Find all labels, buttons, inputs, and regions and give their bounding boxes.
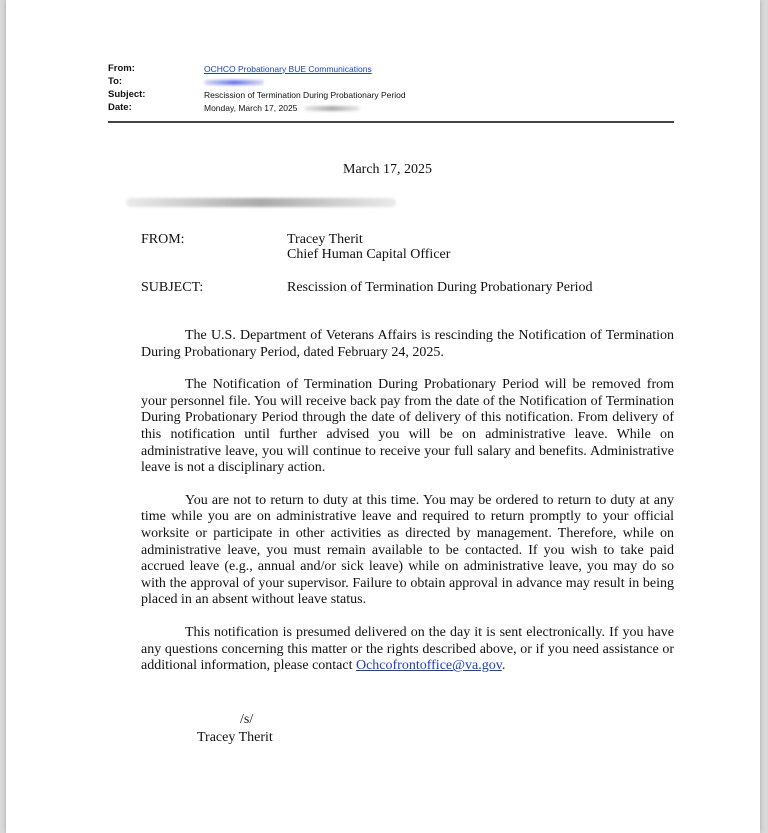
body-paragraph: The U.S. Department of Veterans Affairs is rescinding the Notification of Termination During Probationary Period, dated February 24, 2025. <box>141 328 674 360</box>
email-from-value[interactable]: OCHCO Probationary BUE Communications <box>204 63 372 74</box>
contact-email-link[interactable]: Ochcofrontoffice@va.gov <box>355 658 502 674</box>
memo-from-label: FROM: <box>141 232 185 247</box>
email-header <box>108 62 676 114</box>
redacted-time <box>304 106 360 111</box>
email-subject-row <box>108 88 676 101</box>
header-divider <box>108 121 674 123</box>
memo-from-name: Tracey Therit <box>287 232 363 247</box>
body-paragraph: You are not to return to duty at this time. You may be ordered to return to duty at any time while you are on administrative leave and required to return promptly to your official worksite or participate in other activities as directed by management. Therefore, while on administrative leave, you must remain available to be contacted. If you wish to take paid accrued leave (e.g., annual and/or sick leave) while on administrative leave, you may do so with the approval of your supervisor. Failure to obtain approval in advance may result in being placed in an absent without leave status. <box>141 492 674 608</box>
closing-paragraph <box>141 625 674 675</box>
body-paragraph: The Notification of Termination During Probationary Period will be removed from your personnel file. You will receive back pay from the date of the Notification of Termination During Probationary Period through the date of delivery of this notification. From delivery of this notification until further advised you will be on administrative leave. While on administrative leave, you will continue to receive your full salary and benefits. Administrative leave is not a disciplinary action. <box>141 377 674 476</box>
redacted-recipient <box>204 80 264 85</box>
redacted-addressee <box>126 198 396 207</box>
closing-period: . <box>501 658 506 674</box>
memo-subject-value: Rescission of Termination During Probationary Period <box>287 280 593 295</box>
email-to-row <box>108 75 676 88</box>
email-subject-value: Rescission of Termination During Probationary Period <box>204 89 406 100</box>
memo-subject-label: SUBJECT: <box>141 280 204 295</box>
email-from-row <box>108 62 676 75</box>
letter-body <box>141 328 674 691</box>
email-date-row <box>108 101 676 114</box>
email-subject-label: Subject: <box>108 89 146 100</box>
closing-text: This notification is presumed delivered on the day it is sent electronically. If you have any questions concerning this matter or the rights described above, or if you need assistance or additional information, please contact <box>141 624 674 674</box>
email-from-label: From: <box>108 63 135 74</box>
document-page <box>6 0 760 833</box>
signature-name: Tracey Therit <box>197 730 273 745</box>
signature-mark: /s/ <box>240 712 254 727</box>
email-to-label: To: <box>108 76 123 87</box>
memo-from-title: Chief Human Capital Officer <box>287 247 451 262</box>
email-date-label: Date: <box>108 102 132 113</box>
letter-date: March 17, 2025 <box>343 162 433 177</box>
email-date-value: Monday, March 17, 2025 <box>204 102 298 113</box>
